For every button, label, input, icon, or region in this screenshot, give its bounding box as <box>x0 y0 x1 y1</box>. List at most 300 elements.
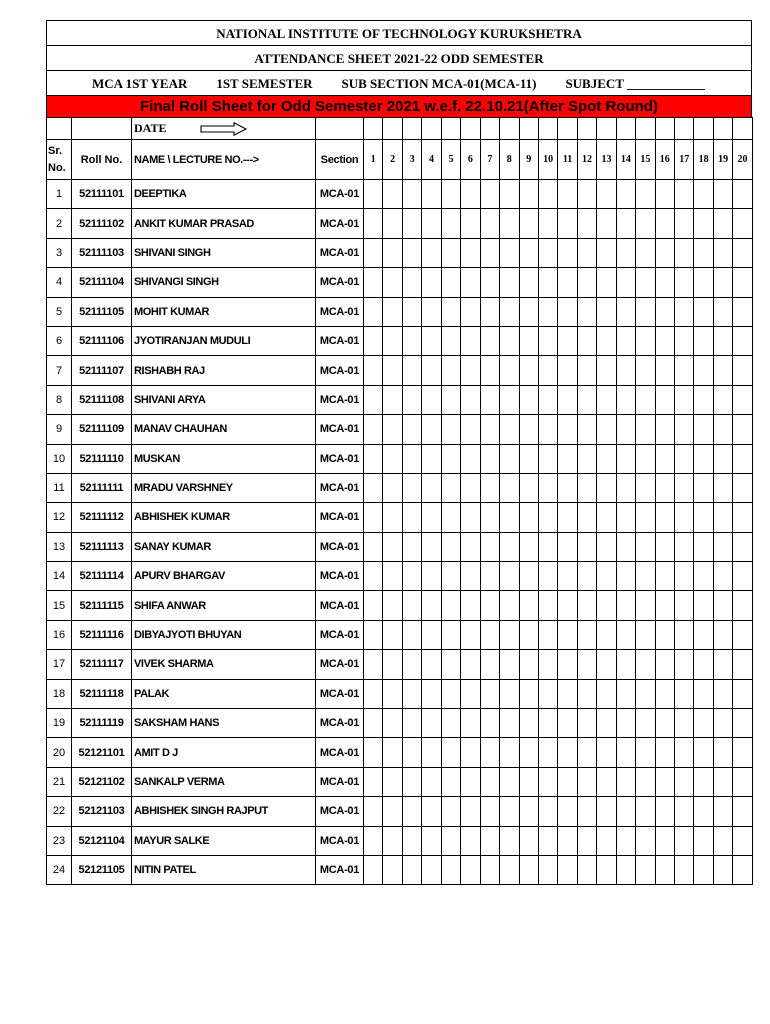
attendance-cell[interactable] <box>441 415 460 444</box>
attendance-cell[interactable] <box>577 738 596 767</box>
attendance-cell[interactable] <box>364 268 383 297</box>
attendance-cell[interactable] <box>441 826 460 855</box>
attendance-cell[interactable] <box>655 356 674 385</box>
attendance-cell[interactable] <box>383 855 402 884</box>
attendance-cell[interactable] <box>519 268 538 297</box>
attendance-cell[interactable] <box>538 209 557 238</box>
attendance-cell[interactable] <box>519 503 538 532</box>
attendance-cell[interactable] <box>655 326 674 355</box>
attendance-cell[interactable] <box>655 562 674 591</box>
attendance-cell[interactable] <box>461 385 480 414</box>
attendance-cell[interactable] <box>364 738 383 767</box>
attendance-cell[interactable] <box>500 297 519 326</box>
attendance-cell[interactable] <box>577 826 596 855</box>
attendance-cell[interactable] <box>713 797 732 826</box>
attendance-cell[interactable] <box>402 268 421 297</box>
attendance-cell[interactable] <box>383 738 402 767</box>
attendance-cell[interactable] <box>500 767 519 796</box>
attendance-cell[interactable] <box>558 180 577 209</box>
attendance-cell[interactable] <box>733 826 752 855</box>
attendance-cell[interactable] <box>461 356 480 385</box>
attendance-cell[interactable] <box>694 709 713 738</box>
attendance-cell[interactable] <box>383 650 402 679</box>
attendance-cell[interactable] <box>655 209 674 238</box>
attendance-cell[interactable] <box>364 650 383 679</box>
attendance-cell[interactable] <box>500 738 519 767</box>
attendance-cell[interactable] <box>597 826 616 855</box>
attendance-cell[interactable] <box>500 562 519 591</box>
attendance-cell[interactable] <box>597 444 616 473</box>
attendance-cell[interactable] <box>616 532 635 561</box>
attendance-cell[interactable] <box>713 209 732 238</box>
attendance-cell[interactable] <box>694 180 713 209</box>
attendance-cell[interactable] <box>422 180 441 209</box>
attendance-cell[interactable] <box>402 180 421 209</box>
attendance-cell[interactable] <box>538 238 557 267</box>
attendance-cell[interactable] <box>519 326 538 355</box>
attendance-cell[interactable] <box>402 356 421 385</box>
attendance-cell[interactable] <box>616 444 635 473</box>
attendance-cell[interactable] <box>461 180 480 209</box>
attendance-cell[interactable] <box>500 709 519 738</box>
attendance-cell[interactable] <box>519 679 538 708</box>
attendance-cell[interactable] <box>364 326 383 355</box>
attendance-cell[interactable] <box>538 180 557 209</box>
attendance-cell[interactable] <box>655 180 674 209</box>
attendance-cell[interactable] <box>713 356 732 385</box>
attendance-cell[interactable] <box>558 797 577 826</box>
attendance-cell[interactable] <box>480 826 499 855</box>
attendance-cell[interactable] <box>519 650 538 679</box>
attendance-cell[interactable] <box>480 180 499 209</box>
attendance-cell[interactable] <box>461 855 480 884</box>
attendance-cell[interactable] <box>519 473 538 502</box>
attendance-cell[interactable] <box>441 591 460 620</box>
attendance-cell[interactable] <box>364 385 383 414</box>
attendance-cell[interactable] <box>480 620 499 649</box>
attendance-cell[interactable] <box>461 532 480 561</box>
attendance-cell[interactable] <box>480 473 499 502</box>
attendance-cell[interactable] <box>402 209 421 238</box>
attendance-cell[interactable] <box>675 650 694 679</box>
attendance-cell[interactable] <box>597 238 616 267</box>
attendance-cell[interactable] <box>402 620 421 649</box>
attendance-cell[interactable] <box>675 356 694 385</box>
attendance-cell[interactable] <box>558 297 577 326</box>
attendance-cell[interactable] <box>519 826 538 855</box>
attendance-cell[interactable] <box>538 562 557 591</box>
attendance-cell[interactable] <box>655 797 674 826</box>
attendance-cell[interactable] <box>733 503 752 532</box>
attendance-cell[interactable] <box>480 738 499 767</box>
attendance-cell[interactable] <box>577 444 596 473</box>
attendance-cell[interactable] <box>383 385 402 414</box>
attendance-cell[interactable] <box>694 562 713 591</box>
attendance-cell[interactable] <box>733 385 752 414</box>
attendance-cell[interactable] <box>461 415 480 444</box>
attendance-cell[interactable] <box>364 444 383 473</box>
attendance-cell[interactable] <box>441 297 460 326</box>
attendance-cell[interactable] <box>655 444 674 473</box>
attendance-cell[interactable] <box>733 650 752 679</box>
attendance-cell[interactable] <box>655 650 674 679</box>
attendance-cell[interactable] <box>402 326 421 355</box>
attendance-cell[interactable] <box>597 709 616 738</box>
attendance-cell[interactable] <box>733 209 752 238</box>
attendance-cell[interactable] <box>655 473 674 502</box>
attendance-cell[interactable] <box>636 209 655 238</box>
attendance-cell[interactable] <box>713 473 732 502</box>
attendance-cell[interactable] <box>441 385 460 414</box>
attendance-cell[interactable] <box>733 855 752 884</box>
attendance-cell[interactable] <box>364 855 383 884</box>
attendance-cell[interactable] <box>519 532 538 561</box>
attendance-cell[interactable] <box>694 326 713 355</box>
attendance-cell[interactable] <box>402 650 421 679</box>
attendance-cell[interactable] <box>577 356 596 385</box>
attendance-cell[interactable] <box>519 356 538 385</box>
attendance-cell[interactable] <box>558 326 577 355</box>
attendance-cell[interactable] <box>616 415 635 444</box>
attendance-cell[interactable] <box>519 855 538 884</box>
attendance-cell[interactable] <box>675 797 694 826</box>
attendance-cell[interactable] <box>733 326 752 355</box>
attendance-cell[interactable] <box>558 738 577 767</box>
attendance-cell[interactable] <box>733 238 752 267</box>
attendance-cell[interactable] <box>577 679 596 708</box>
attendance-cell[interactable] <box>519 709 538 738</box>
attendance-cell[interactable] <box>422 444 441 473</box>
attendance-cell[interactable] <box>441 679 460 708</box>
attendance-cell[interactable] <box>675 620 694 649</box>
attendance-cell[interactable] <box>383 709 402 738</box>
attendance-cell[interactable] <box>636 591 655 620</box>
attendance-cell[interactable] <box>538 738 557 767</box>
attendance-cell[interactable] <box>480 767 499 796</box>
attendance-cell[interactable] <box>694 532 713 561</box>
attendance-cell[interactable] <box>480 532 499 561</box>
attendance-cell[interactable] <box>636 415 655 444</box>
attendance-cell[interactable] <box>480 562 499 591</box>
attendance-cell[interactable] <box>616 767 635 796</box>
attendance-cell[interactable] <box>422 268 441 297</box>
attendance-cell[interactable] <box>402 562 421 591</box>
attendance-cell[interactable] <box>519 444 538 473</box>
attendance-cell[interactable] <box>422 767 441 796</box>
attendance-cell[interactable] <box>577 797 596 826</box>
attendance-cell[interactable] <box>538 797 557 826</box>
attendance-cell[interactable] <box>500 591 519 620</box>
attendance-cell[interactable] <box>558 209 577 238</box>
attendance-cell[interactable] <box>461 679 480 708</box>
attendance-cell[interactable] <box>402 797 421 826</box>
attendance-cell[interactable] <box>558 238 577 267</box>
attendance-cell[interactable] <box>558 385 577 414</box>
attendance-cell[interactable] <box>422 532 441 561</box>
attendance-cell[interactable] <box>577 326 596 355</box>
attendance-cell[interactable] <box>441 238 460 267</box>
attendance-cell[interactable] <box>500 356 519 385</box>
attendance-cell[interactable] <box>675 180 694 209</box>
attendance-cell[interactable] <box>461 297 480 326</box>
attendance-cell[interactable] <box>655 738 674 767</box>
attendance-cell[interactable] <box>519 238 538 267</box>
attendance-cell[interactable] <box>480 444 499 473</box>
attendance-cell[interactable] <box>636 238 655 267</box>
attendance-cell[interactable] <box>636 503 655 532</box>
attendance-cell[interactable] <box>655 767 674 796</box>
attendance-cell[interactable] <box>577 238 596 267</box>
attendance-cell[interactable] <box>655 415 674 444</box>
attendance-cell[interactable] <box>500 679 519 708</box>
attendance-cell[interactable] <box>713 385 732 414</box>
attendance-cell[interactable] <box>694 591 713 620</box>
attendance-cell[interactable] <box>636 767 655 796</box>
attendance-cell[interactable] <box>402 503 421 532</box>
attendance-cell[interactable] <box>441 356 460 385</box>
attendance-cell[interactable] <box>713 826 732 855</box>
attendance-cell[interactable] <box>402 415 421 444</box>
attendance-cell[interactable] <box>636 679 655 708</box>
attendance-cell[interactable] <box>733 591 752 620</box>
attendance-cell[interactable] <box>636 855 655 884</box>
attendance-cell[interactable] <box>422 326 441 355</box>
attendance-cell[interactable] <box>441 532 460 561</box>
attendance-cell[interactable] <box>597 326 616 355</box>
attendance-cell[interactable] <box>558 473 577 502</box>
attendance-cell[interactable] <box>500 415 519 444</box>
attendance-cell[interactable] <box>733 532 752 561</box>
attendance-cell[interactable] <box>558 709 577 738</box>
attendance-cell[interactable] <box>733 415 752 444</box>
attendance-cell[interactable] <box>616 591 635 620</box>
attendance-cell[interactable] <box>441 180 460 209</box>
attendance-cell[interactable] <box>402 532 421 561</box>
attendance-cell[interactable] <box>461 209 480 238</box>
attendance-cell[interactable] <box>655 532 674 561</box>
attendance-cell[interactable] <box>383 826 402 855</box>
attendance-cell[interactable] <box>636 180 655 209</box>
attendance-cell[interactable] <box>402 444 421 473</box>
attendance-cell[interactable] <box>461 444 480 473</box>
attendance-cell[interactable] <box>402 826 421 855</box>
attendance-cell[interactable] <box>422 385 441 414</box>
attendance-cell[interactable] <box>597 620 616 649</box>
attendance-cell[interactable] <box>538 532 557 561</box>
attendance-cell[interactable] <box>675 562 694 591</box>
attendance-cell[interactable] <box>480 650 499 679</box>
attendance-cell[interactable] <box>655 826 674 855</box>
attendance-cell[interactable] <box>480 356 499 385</box>
attendance-cell[interactable] <box>422 738 441 767</box>
attendance-cell[interactable] <box>597 562 616 591</box>
attendance-cell[interactable] <box>500 385 519 414</box>
attendance-cell[interactable] <box>500 268 519 297</box>
attendance-cell[interactable] <box>383 503 402 532</box>
attendance-cell[interactable] <box>500 620 519 649</box>
attendance-cell[interactable] <box>713 326 732 355</box>
attendance-cell[interactable] <box>616 326 635 355</box>
attendance-cell[interactable] <box>597 297 616 326</box>
attendance-cell[interactable] <box>558 679 577 708</box>
attendance-cell[interactable] <box>364 180 383 209</box>
attendance-cell[interactable] <box>480 591 499 620</box>
attendance-cell[interactable] <box>461 767 480 796</box>
attendance-cell[interactable] <box>538 826 557 855</box>
attendance-cell[interactable] <box>402 855 421 884</box>
attendance-cell[interactable] <box>577 650 596 679</box>
attendance-cell[interactable] <box>636 650 655 679</box>
attendance-cell[interactable] <box>694 679 713 708</box>
attendance-cell[interactable] <box>713 415 732 444</box>
attendance-cell[interactable] <box>383 473 402 502</box>
attendance-cell[interactable] <box>694 738 713 767</box>
attendance-cell[interactable] <box>616 562 635 591</box>
attendance-cell[interactable] <box>577 268 596 297</box>
attendance-cell[interactable] <box>461 650 480 679</box>
attendance-cell[interactable] <box>733 268 752 297</box>
attendance-cell[interactable] <box>558 356 577 385</box>
attendance-cell[interactable] <box>733 473 752 502</box>
attendance-cell[interactable] <box>402 591 421 620</box>
attendance-cell[interactable] <box>422 238 441 267</box>
attendance-cell[interactable] <box>577 532 596 561</box>
attendance-cell[interactable] <box>480 297 499 326</box>
attendance-cell[interactable] <box>713 503 732 532</box>
attendance-cell[interactable] <box>422 855 441 884</box>
attendance-cell[interactable] <box>675 591 694 620</box>
attendance-cell[interactable] <box>402 473 421 502</box>
attendance-cell[interactable] <box>616 620 635 649</box>
attendance-cell[interactable] <box>500 238 519 267</box>
attendance-cell[interactable] <box>422 356 441 385</box>
attendance-cell[interactable] <box>538 444 557 473</box>
attendance-cell[interactable] <box>597 209 616 238</box>
attendance-cell[interactable] <box>538 385 557 414</box>
attendance-cell[interactable] <box>364 503 383 532</box>
attendance-cell[interactable] <box>480 503 499 532</box>
attendance-cell[interactable] <box>616 180 635 209</box>
attendance-cell[interactable] <box>383 356 402 385</box>
attendance-cell[interactable] <box>558 650 577 679</box>
attendance-cell[interactable] <box>480 209 499 238</box>
attendance-cell[interactable] <box>675 415 694 444</box>
attendance-cell[interactable] <box>480 415 499 444</box>
attendance-cell[interactable] <box>675 238 694 267</box>
attendance-cell[interactable] <box>422 562 441 591</box>
attendance-cell[interactable] <box>519 562 538 591</box>
attendance-cell[interactable] <box>694 503 713 532</box>
attendance-cell[interactable] <box>694 444 713 473</box>
attendance-cell[interactable] <box>675 385 694 414</box>
attendance-cell[interactable] <box>577 385 596 414</box>
attendance-cell[interactable] <box>713 532 732 561</box>
attendance-cell[interactable] <box>616 356 635 385</box>
attendance-cell[interactable] <box>538 767 557 796</box>
attendance-cell[interactable] <box>616 209 635 238</box>
attendance-cell[interactable] <box>713 650 732 679</box>
attendance-cell[interactable] <box>461 562 480 591</box>
attendance-cell[interactable] <box>422 415 441 444</box>
attendance-cell[interactable] <box>636 356 655 385</box>
attendance-cell[interactable] <box>558 415 577 444</box>
attendance-cell[interactable] <box>422 591 441 620</box>
attendance-cell[interactable] <box>636 562 655 591</box>
attendance-cell[interactable] <box>422 709 441 738</box>
attendance-cell[interactable] <box>441 650 460 679</box>
attendance-cell[interactable] <box>694 238 713 267</box>
attendance-cell[interactable] <box>558 591 577 620</box>
attendance-cell[interactable] <box>461 826 480 855</box>
attendance-cell[interactable] <box>461 738 480 767</box>
attendance-cell[interactable] <box>422 209 441 238</box>
attendance-cell[interactable] <box>713 591 732 620</box>
attendance-cell[interactable] <box>480 268 499 297</box>
attendance-cell[interactable] <box>713 297 732 326</box>
attendance-cell[interactable] <box>597 591 616 620</box>
attendance-cell[interactable] <box>364 562 383 591</box>
attendance-cell[interactable] <box>538 591 557 620</box>
attendance-cell[interactable] <box>616 797 635 826</box>
attendance-cell[interactable] <box>675 855 694 884</box>
attendance-cell[interactable] <box>597 855 616 884</box>
attendance-cell[interactable] <box>616 855 635 884</box>
attendance-cell[interactable] <box>616 738 635 767</box>
attendance-cell[interactable] <box>441 797 460 826</box>
attendance-cell[interactable] <box>519 180 538 209</box>
attendance-cell[interactable] <box>616 826 635 855</box>
attendance-cell[interactable] <box>461 268 480 297</box>
attendance-cell[interactable] <box>577 473 596 502</box>
attendance-cell[interactable] <box>577 503 596 532</box>
attendance-cell[interactable] <box>597 356 616 385</box>
attendance-cell[interactable] <box>402 385 421 414</box>
attendance-cell[interactable] <box>675 679 694 708</box>
attendance-cell[interactable] <box>616 297 635 326</box>
attendance-cell[interactable] <box>636 826 655 855</box>
attendance-cell[interactable] <box>383 297 402 326</box>
attendance-cell[interactable] <box>461 503 480 532</box>
attendance-cell[interactable] <box>461 238 480 267</box>
attendance-cell[interactable] <box>636 738 655 767</box>
attendance-cell[interactable] <box>616 268 635 297</box>
attendance-cell[interactable] <box>655 620 674 649</box>
attendance-cell[interactable] <box>713 709 732 738</box>
attendance-cell[interactable] <box>538 650 557 679</box>
attendance-cell[interactable] <box>461 709 480 738</box>
attendance-cell[interactable] <box>577 855 596 884</box>
attendance-cell[interactable] <box>636 444 655 473</box>
attendance-cell[interactable] <box>441 738 460 767</box>
attendance-cell[interactable] <box>577 415 596 444</box>
attendance-cell[interactable] <box>500 797 519 826</box>
attendance-cell[interactable] <box>538 679 557 708</box>
attendance-cell[interactable] <box>461 326 480 355</box>
attendance-cell[interactable] <box>519 767 538 796</box>
attendance-cell[interactable] <box>461 473 480 502</box>
attendance-cell[interactable] <box>441 473 460 502</box>
attendance-cell[interactable] <box>441 855 460 884</box>
attendance-cell[interactable] <box>538 503 557 532</box>
attendance-cell[interactable] <box>713 767 732 796</box>
attendance-cell[interactable] <box>422 620 441 649</box>
attendance-cell[interactable] <box>616 709 635 738</box>
attendance-cell[interactable] <box>675 444 694 473</box>
attendance-cell[interactable] <box>597 385 616 414</box>
attendance-cell[interactable] <box>675 767 694 796</box>
attendance-cell[interactable] <box>597 180 616 209</box>
attendance-cell[interactable] <box>441 444 460 473</box>
